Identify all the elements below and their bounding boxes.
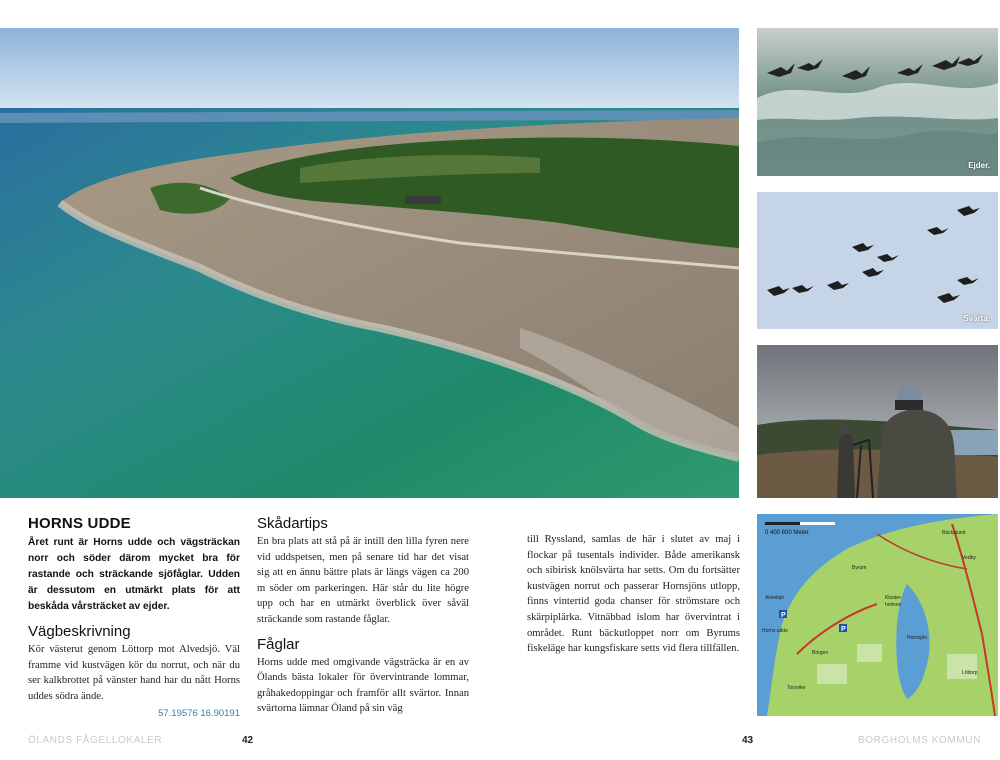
intro-text: Året runt är Horns udde och vägsträckan norr och söder därom mycket bra för rastande och sträckande sjöfåglar. Udden är dessutom en utmärkt plats för att beskåda vårsträcket av ejder. xyxy=(28,537,240,612)
birds-heading: Fåglar xyxy=(257,635,300,653)
eider-photo xyxy=(757,28,998,176)
map-label-byrum: Byrum xyxy=(852,565,867,571)
footer-right-title: BORGHOLMS KOMMUN xyxy=(858,735,981,746)
map-label-vedby: Vedby xyxy=(962,555,976,561)
continued-text: till Ryssland, samlas de här i slutet av maj i flockar på tusentals individer. Både amerikansk och sibirisk knölsvärta har setts. Om du fortsätter kustvägen norrut och passerar Hornsjöns utlopp, finns vintertid goda chanser för strömstare och skärpiplärka. Vitnäbbad islom har övervintrat i området. Runt bäckutloppet norr om Byrums fiskeläge har kungsfiskare setts vid flera tillfällen. xyxy=(527,534,740,655)
site-title: HORNS UDDE xyxy=(28,515,131,532)
footer-left-title: ÖLANDS FÅGELLOKALER xyxy=(28,735,163,746)
aerial-coast-photo xyxy=(0,28,739,498)
column-1 xyxy=(28,512,240,719)
map-label-horns-udde: Horns udde xyxy=(762,628,788,634)
map-label-borgen: Borgen xyxy=(812,650,829,656)
map-label-lottorp: Löttorp xyxy=(962,670,978,676)
map-scale-label: 0 400 800 Meter xyxy=(765,530,809,536)
column-2 xyxy=(257,512,469,717)
page-number-left: 42 xyxy=(242,735,254,746)
scoter-photo xyxy=(757,192,998,329)
birds-text: Horns udde med omgivande vägsträcka är en av Ölands bästa lokaler för övervintrande lommar, gråhakedoppingar och framför allt svärtor. Innan svärtorna lämnar Öland på sin väg xyxy=(257,656,469,715)
map-label-holmen: holmen xyxy=(885,602,902,608)
map-label-alvedsjo: Alvedsjö xyxy=(765,595,784,601)
directions-heading: Vägbeskrivning xyxy=(28,623,131,640)
svg-text:P: P xyxy=(781,612,786,619)
page-number-right: 43 xyxy=(742,735,754,746)
tips-text: En bra plats att stå på är intill den lilla fyren nere vid uddspetsen, men på senare tid har det visat sig att en ännu bättre plats är längs vägen ca 200 m söder om parkeringen. Här står du lite högre upp och har en utmärkt överblick över såväl sträckande som rastande fåglar. xyxy=(257,536,469,625)
gps-coordinates: 57.19576 16.90191 xyxy=(158,708,240,720)
column-3 xyxy=(527,532,740,657)
tips-heading: Skådartips xyxy=(257,515,328,532)
map-label-kloster: Kloster- xyxy=(885,595,903,601)
svg-text:P: P xyxy=(841,626,846,633)
eider-caption: Ejder. xyxy=(968,161,990,170)
area-map xyxy=(757,514,998,716)
map-label-torsvike: Torsvike xyxy=(787,685,806,691)
directions-text: Kör västerut genom Löttorp mot Alvedsjö. Väl framme vid kustvägen kör du norrut, och när du ser kalkbrottet på vänster hand har du nått Horns uddes södra ände. xyxy=(28,644,240,702)
birdwatchers-photo xyxy=(757,345,998,498)
map-label-hornsjon: Hornsjön xyxy=(907,635,928,641)
scoter-caption: Svärta. xyxy=(963,314,990,323)
map-label-backalund: Bäckalund xyxy=(942,530,966,536)
